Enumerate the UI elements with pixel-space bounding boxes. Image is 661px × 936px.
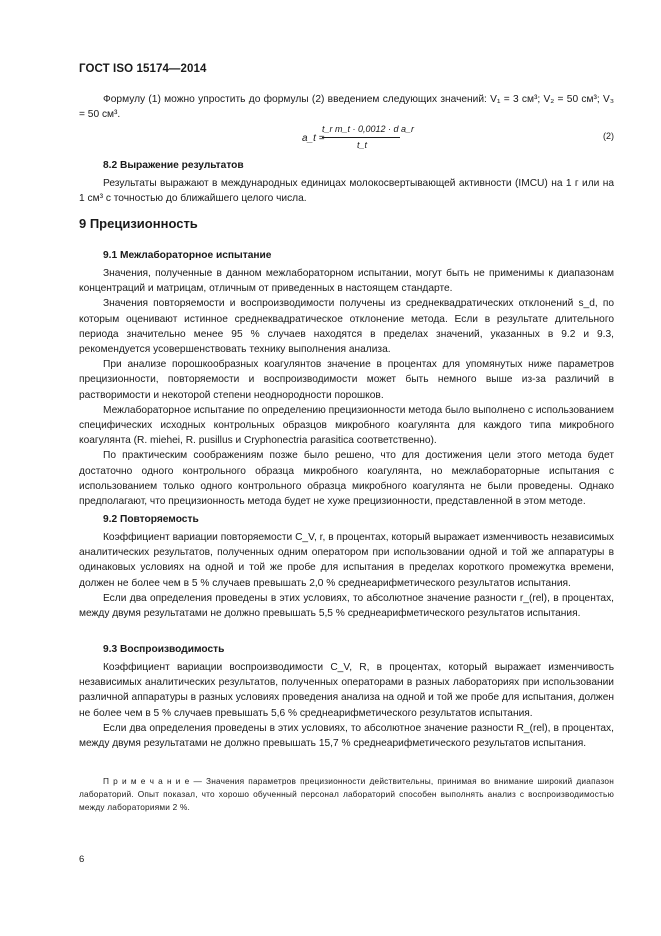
paragraph: При анализе порошкообразных коагулянтов значение в процентах для упомянутых ниже параметров прецизионности, повторяемости и воспроизводимости может быть немного выше из-за различий в растворимости и некоторой степени неоднородности порошков. <box>79 359 614 401</box>
paragraph: Если два определения проведены в этих условиях, то абсолютное значение разности R_(rel), в процентах, между двумя результатами не должно превышать 15,7 % среднеарифметического результатов испытания. <box>79 722 614 750</box>
section-heading-8-2: 8.2 Выражение результатов <box>103 160 244 171</box>
paragraph: Межлабораторное испытание по определению прецизионности метода было выполнено с использованием специфических исходных контрольных образцов микробного коагулянта для каждого типа микробного коагулянта (R. miehei, R. pusillus и Cryphonectria parasitica соответственно). <box>79 404 614 447</box>
paragraph: Если два определения проведены в этих условиях, то абсолютное значение разности r_(rel), в процентах, между двумя результатами не должно превышать 5,5 % среднеарифметического результатов испытания. <box>79 592 614 620</box>
formula-lhs: a_t = <box>302 133 325 144</box>
paragraph: Значения, полученные в данном межлабораторном испытании, могут быть не применимы к диапазонам концентраций и матрицам, отличным от приведенных в настоящем стандарте. <box>79 268 614 295</box>
fraction-bar <box>322 137 400 138</box>
section-heading-9-1: 9.1 Межлабораторное испытание <box>103 250 272 261</box>
formula-denominator: t_t <box>357 140 368 150</box>
section-heading-9-2: 9.2 Повторяемость <box>103 514 199 525</box>
paragraph: Коэффициент вариации воспроизводимости C_V, R, в процентах, который выражает изменчивость независимых аналитических результатов, полученных операторами в разных лабораториях при использовании различной аппаратуры в разных условиях проведения анализа на одной и той же пробе для испытания, должен не более чем в 5 % случаев превышать 5,6 % среднеарифметического результатов испытания. <box>79 662 614 719</box>
note-block <box>79 775 614 814</box>
section-8-2 <box>79 158 614 206</box>
formula-numerator: t_r m_t · 0,0012 · d a_r <box>322 124 415 134</box>
equation-number: (2) <box>603 131 614 141</box>
paragraph: Значения повторяемости и воспроизводимости получены из среднеквадратических отклонений s_d, по которым оценивают истинное среднеквадратическое отклонение метода. Если в результате длительного периода значительно менее 95 % случаев находятся в пределах значений, указанных в 9.2 и 9.3, рекомендуется усовершенствовать технику выполнения анализа. <box>79 298 614 356</box>
paragraph: Коэффициент вариации повторяемости C_V, r, в процентах, который выражает изменчивость независимых аналитических результатов, полученных одним оператором при использовании одной и той же аппаратуры в одинаковых условиях на одной и той же пробе для испытания в пределах короткого промежутка времени, должен не более чем в 5 % случаев превышать 2,0 % среднеарифметического результатов испытания. <box>79 532 614 589</box>
section-heading-9-3: 9.3 Воспроизводимость <box>103 644 225 655</box>
page-number: 6 <box>79 854 85 865</box>
section-9-2 <box>79 512 614 621</box>
intro-block <box>79 92 614 122</box>
section-9-3 <box>79 642 614 751</box>
section-9-1 <box>79 248 614 509</box>
paragraph: Результаты выражают в международных единицах молокосвертывающей активности (IMCU) на 1 г или на 1 см³ с точностью до ближайшего целого числа. <box>79 178 614 205</box>
section-heading-9: 9 Прецизионность <box>79 216 198 231</box>
intro-paragraph: Формулу (1) можно упростить до формулы (2) введением следующих значений: V₁ = 3 см³; V₂ = 50 см³; V₃ = 50 см³. <box>79 94 614 121</box>
paragraph: По практическим соображениям позже было решено, что для достижения цели этого метода будет достаточно одного контрольного образца микробного коагулянта, но межлабораторные испытания с использованием только одного контрольного образца микробного коагулянта не были проведены. Однако предполагают, что прецизионность метода будет не хуже прецизионности, представленной в этом методе. <box>79 450 614 508</box>
formula-2 <box>302 124 614 154</box>
note-text: П р и м е ч а н и е — Значения параметров прецизионности действительны, принимая во внимание широкий диапазон лабораторий. Опыт показал, что хорошо обученный персонал лабораторий способен выполнять анализ с воспроизводимостью между лабораториями 2 %. <box>79 776 614 812</box>
document-header: ГОСТ ISO 15174—2014 <box>79 63 207 75</box>
